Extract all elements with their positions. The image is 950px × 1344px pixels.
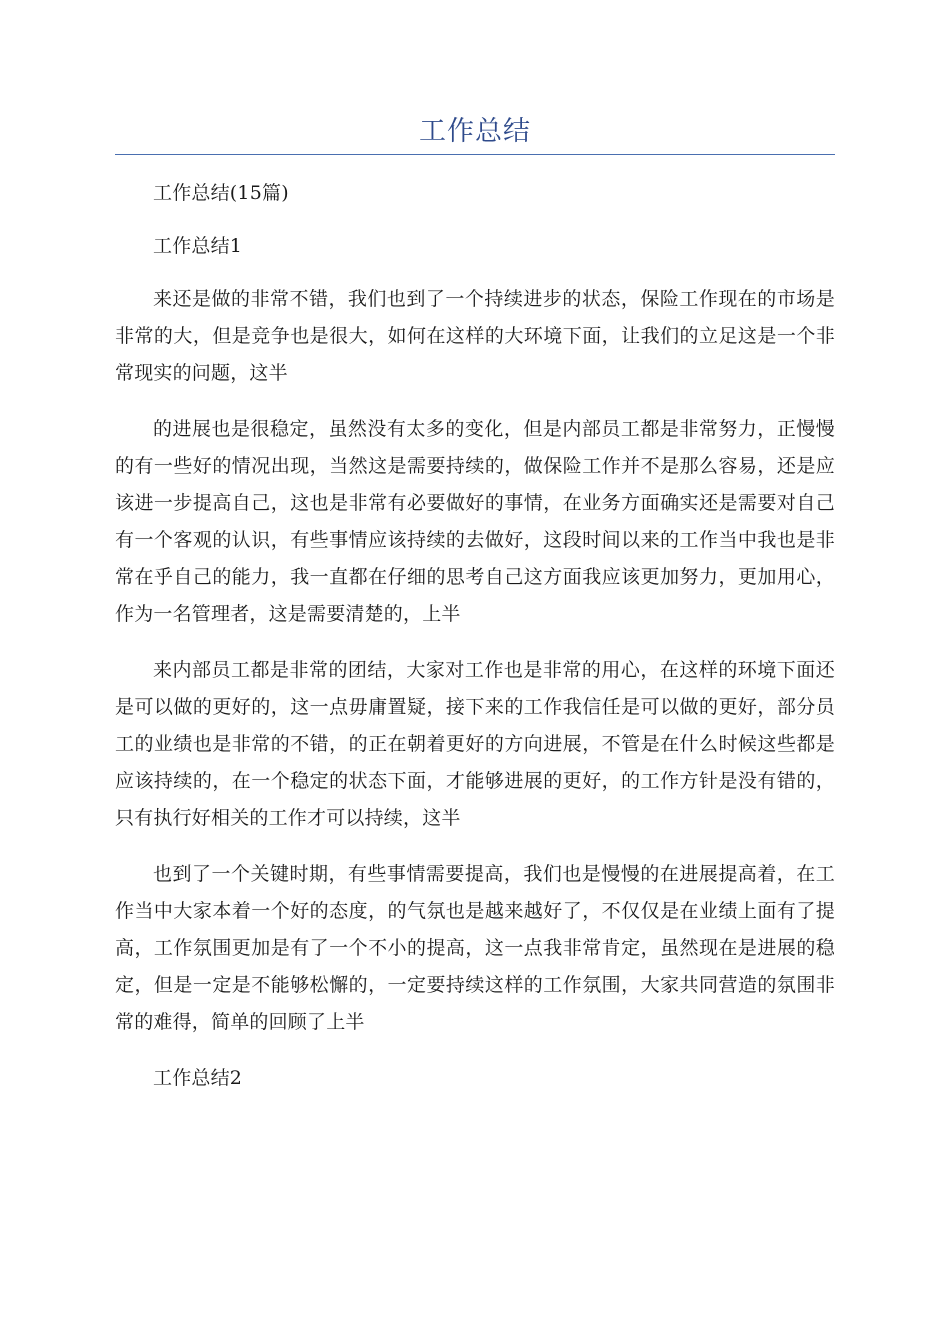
paragraph-3: 来内部员工都是非常的团结，大家对工作也是非常的用心，在这样的环境下面还是可以做的更好的，这一点毋庸置疑，接下来的工作我信任是可以做的更好，部分员工的业绩也是非常的不错，的正在朝着更好的方向进展，不管是在什么时候这些都是应该持续的，在一个稳定的状态下面，才能够进展的更好，的工作方针是没有错的，只有执行好相关的工作才可以持续，这半 (115, 659, 835, 829)
title-underline (115, 154, 835, 155)
section-heading-2: 工作总结2 (153, 1067, 243, 1089)
section-heading-1: 工作总结1 (153, 235, 243, 257)
document-body (115, 175, 835, 1113)
document-title: 工作总结 (419, 116, 531, 147)
paragraph-1: 来还是做的非常不错，我们也到了一个持续进步的状态，保险工作现在的市场是非常的大，但是竞争也是很大，如何在这样的大环境下面，让我们的立足这是一个非常现实的问题，这半 (115, 288, 835, 384)
document-subtitle: 工作总结(15篇) (153, 182, 289, 204)
paragraph-2: 的进展也是很稳定，虽然没有太多的变化，但是内部员工都是非常努力，正慢慢的有一些好的情况出现，当然这是需要持续的，做保险工作并不是那么容易，还是应该进一步提高自己，这也是非常有必要做好的事情，在业务方面确实还是需要对自己有一个客观的认识，有些事情应该持续的去做好，这段时间以来的工作当中我也是非常在乎自己的能力，我一直都在仔细的思考自己这方面我应该更加努力，更加用心，作为一名管理者，这是需要清楚的，上半 (115, 418, 835, 625)
paragraph-4: 也到了一个关键时期，有些事情需要提高，我们也是慢慢的在进展提高着，在工作当中大家本着一个好的态度，的气氛也是越来越好了，不仅仅是在业绩上面有了提高，工作氛围更加是有了一个不小的提高，这一点我非常肯定，虽然现在是进展的稳定，但是一定是不能够松懈的，一定要持续这样的工作氛围，大家共同营造的氛围非常的难得，简单的回顾了上半 (115, 863, 835, 1033)
